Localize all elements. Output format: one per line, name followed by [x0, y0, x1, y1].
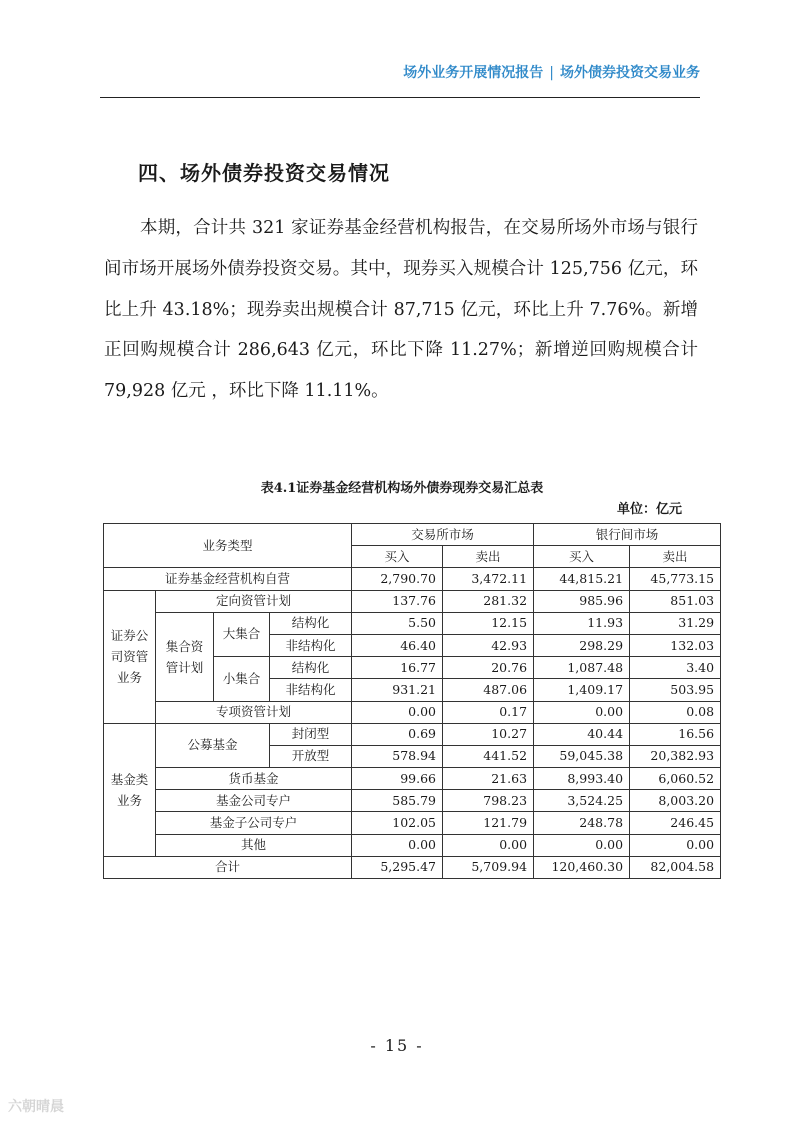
header-interbank-market: 银行间市场 — [534, 524, 721, 546]
group-large-collective: 大集合 — [214, 612, 270, 656]
table-caption: 表4.1证券基金经营机构场外债券现券交易汇总表 — [260, 481, 544, 496]
row-label: 结构化 — [270, 612, 352, 634]
table-row — [104, 812, 721, 834]
table-row — [104, 590, 721, 612]
cell-exchange-sell: 281.32 — [443, 590, 534, 612]
row-label: 封闭型 — [270, 723, 352, 745]
row-label: 基金公司专户 — [156, 790, 352, 812]
cell-interbank-sell: 82,004.58 — [630, 856, 721, 878]
cell-interbank-buy: 59,045.38 — [534, 745, 630, 767]
cell-interbank-buy: 0.00 — [534, 834, 630, 856]
row-label: 其他 — [156, 834, 352, 856]
cell-interbank-sell: 8,003.20 — [630, 790, 721, 812]
header-exchange-sell: 卖出 — [443, 546, 534, 568]
table-row — [104, 701, 721, 723]
cell-exchange-sell: 441.52 — [443, 745, 534, 767]
cell-interbank-sell: 20,382.93 — [630, 745, 721, 767]
cell-exchange-sell: 0.00 — [443, 834, 534, 856]
table-row — [104, 834, 721, 856]
cell-interbank-buy: 120,460.30 — [534, 856, 630, 878]
cell-exchange-sell: 798.23 — [443, 790, 534, 812]
cell-exchange-buy: 0.00 — [352, 701, 443, 723]
cell-exchange-sell: 5,709.94 — [443, 856, 534, 878]
table-row — [104, 768, 721, 790]
cell-exchange-buy: 0.00 — [352, 834, 443, 856]
page-number: - 15 - — [370, 1036, 424, 1055]
body-paragraph-block — [104, 208, 698, 412]
row-label: 非结构化 — [270, 634, 352, 656]
table-row — [104, 568, 721, 590]
cell-interbank-sell: 503.95 — [630, 679, 721, 701]
cell-interbank-sell: 246.45 — [630, 812, 721, 834]
cell-exchange-sell: 0.17 — [443, 701, 534, 723]
cell-exchange-buy: 0.69 — [352, 723, 443, 745]
row-label: 基金子公司专户 — [156, 812, 352, 834]
table-total-row — [104, 856, 721, 878]
cell-interbank-buy: 8,993.40 — [534, 768, 630, 790]
group-securities-asset-mgmt: 证券公司资管业务 — [104, 590, 156, 723]
table-unit: 单位：亿元 — [616, 502, 682, 517]
cell-interbank-buy: 11.93 — [534, 612, 630, 634]
row-label: 定向资管计划 — [156, 590, 352, 612]
cell-exchange-buy: 137.76 — [352, 590, 443, 612]
watermark-logo: 六朝晴晨 — [8, 1099, 64, 1115]
cell-interbank-buy: 3,524.25 — [534, 790, 630, 812]
group-small-collective: 小集合 — [214, 657, 270, 701]
cell-interbank-buy: 44,815.21 — [534, 568, 630, 590]
header-separator: | — [549, 65, 554, 81]
group-public-fund: 公募基金 — [156, 723, 270, 767]
group-collective-plan: 集合资管计划 — [156, 612, 214, 701]
cell-interbank-sell: 16.56 — [630, 723, 721, 745]
cell-exchange-sell: 3,472.11 — [443, 568, 534, 590]
table-header-row — [104, 524, 721, 546]
cell-interbank-sell: 31.29 — [630, 612, 721, 634]
cell-interbank-buy: 40.44 — [534, 723, 630, 745]
cell-exchange-buy: 2,790.70 — [352, 568, 443, 590]
cell-interbank-sell: 0.00 — [630, 834, 721, 856]
header-rule — [100, 97, 700, 98]
row-label: 非结构化 — [270, 679, 352, 701]
row-label: 结构化 — [270, 657, 352, 679]
table-row — [104, 612, 721, 634]
cell-interbank-buy: 1,087.48 — [534, 657, 630, 679]
body-paragraph: 本期，合计共 321 家证券基金经营机构报告，在交易所场外市场与银行间市场开展场外债券投资交易。其中，现券买入规模合计 125,756 亿元，环比上升 43.18%；现券卖出规模合计 87,715 亿元，环比上升 7.76%。新增正回购规模合计 286,643 亿元，环比下降 11.27%；新增逆回购规模合计 79,928 亿元 ，环比下降 11.11%。 — [104, 218, 698, 402]
cell-interbank-sell: 132.03 — [630, 634, 721, 656]
cell-exchange-buy: 99.66 — [352, 768, 443, 790]
cell-interbank-buy: 298.29 — [534, 634, 630, 656]
cell-interbank-buy: 248.78 — [534, 812, 630, 834]
header-section-title: 场外债券投资交易业务 — [560, 65, 700, 81]
header-business-type: 业务类型 — [104, 524, 352, 568]
cell-exchange-buy: 16.77 — [352, 657, 443, 679]
cell-exchange-sell: 12.15 — [443, 612, 534, 634]
header-interbank-sell: 卖出 — [630, 546, 721, 568]
section-title: 四、场外债券投资交易情况 — [138, 161, 390, 185]
cell-exchange-buy: 585.79 — [352, 790, 443, 812]
row-label: 合计 — [104, 856, 352, 878]
header-interbank-buy: 买入 — [534, 546, 630, 568]
header-exchange-market: 交易所市场 — [352, 524, 534, 546]
cell-exchange-sell: 42.93 — [443, 634, 534, 656]
cell-exchange-buy: 931.21 — [352, 679, 443, 701]
cell-exchange-buy: 5,295.47 — [352, 856, 443, 878]
bond-trading-summary-table — [103, 523, 721, 879]
cell-exchange-buy: 5.50 — [352, 612, 443, 634]
cell-exchange-buy: 102.05 — [352, 812, 443, 834]
cell-exchange-sell: 121.79 — [443, 812, 534, 834]
cell-exchange-sell: 21.63 — [443, 768, 534, 790]
table-row — [104, 790, 721, 812]
cell-interbank-sell: 45,773.15 — [630, 568, 721, 590]
page-header — [100, 62, 700, 82]
row-label: 专项资管计划 — [156, 701, 352, 723]
cell-interbank-sell: 6,060.52 — [630, 768, 721, 790]
cell-exchange-sell: 10.27 — [443, 723, 534, 745]
group-fund-business: 基金类业务 — [104, 723, 156, 856]
cell-interbank-buy: 1,409.17 — [534, 679, 630, 701]
cell-exchange-sell: 20.76 — [443, 657, 534, 679]
cell-interbank-buy: 985.96 — [534, 590, 630, 612]
cell-interbank-sell: 0.08 — [630, 701, 721, 723]
cell-interbank-buy: 0.00 — [534, 701, 630, 723]
cell-interbank-sell: 851.03 — [630, 590, 721, 612]
row-label: 货币基金 — [156, 768, 352, 790]
row-label: 证券基金经营机构自营 — [104, 568, 352, 590]
cell-interbank-sell: 3.40 — [630, 657, 721, 679]
table-row — [104, 723, 721, 745]
row-label: 开放型 — [270, 745, 352, 767]
header-report-title: 场外业务开展情况报告 — [403, 65, 544, 81]
cell-exchange-buy: 46.40 — [352, 634, 443, 656]
cell-exchange-sell: 487.06 — [443, 679, 534, 701]
cell-exchange-buy: 578.94 — [352, 745, 443, 767]
header-exchange-buy: 买入 — [352, 546, 443, 568]
